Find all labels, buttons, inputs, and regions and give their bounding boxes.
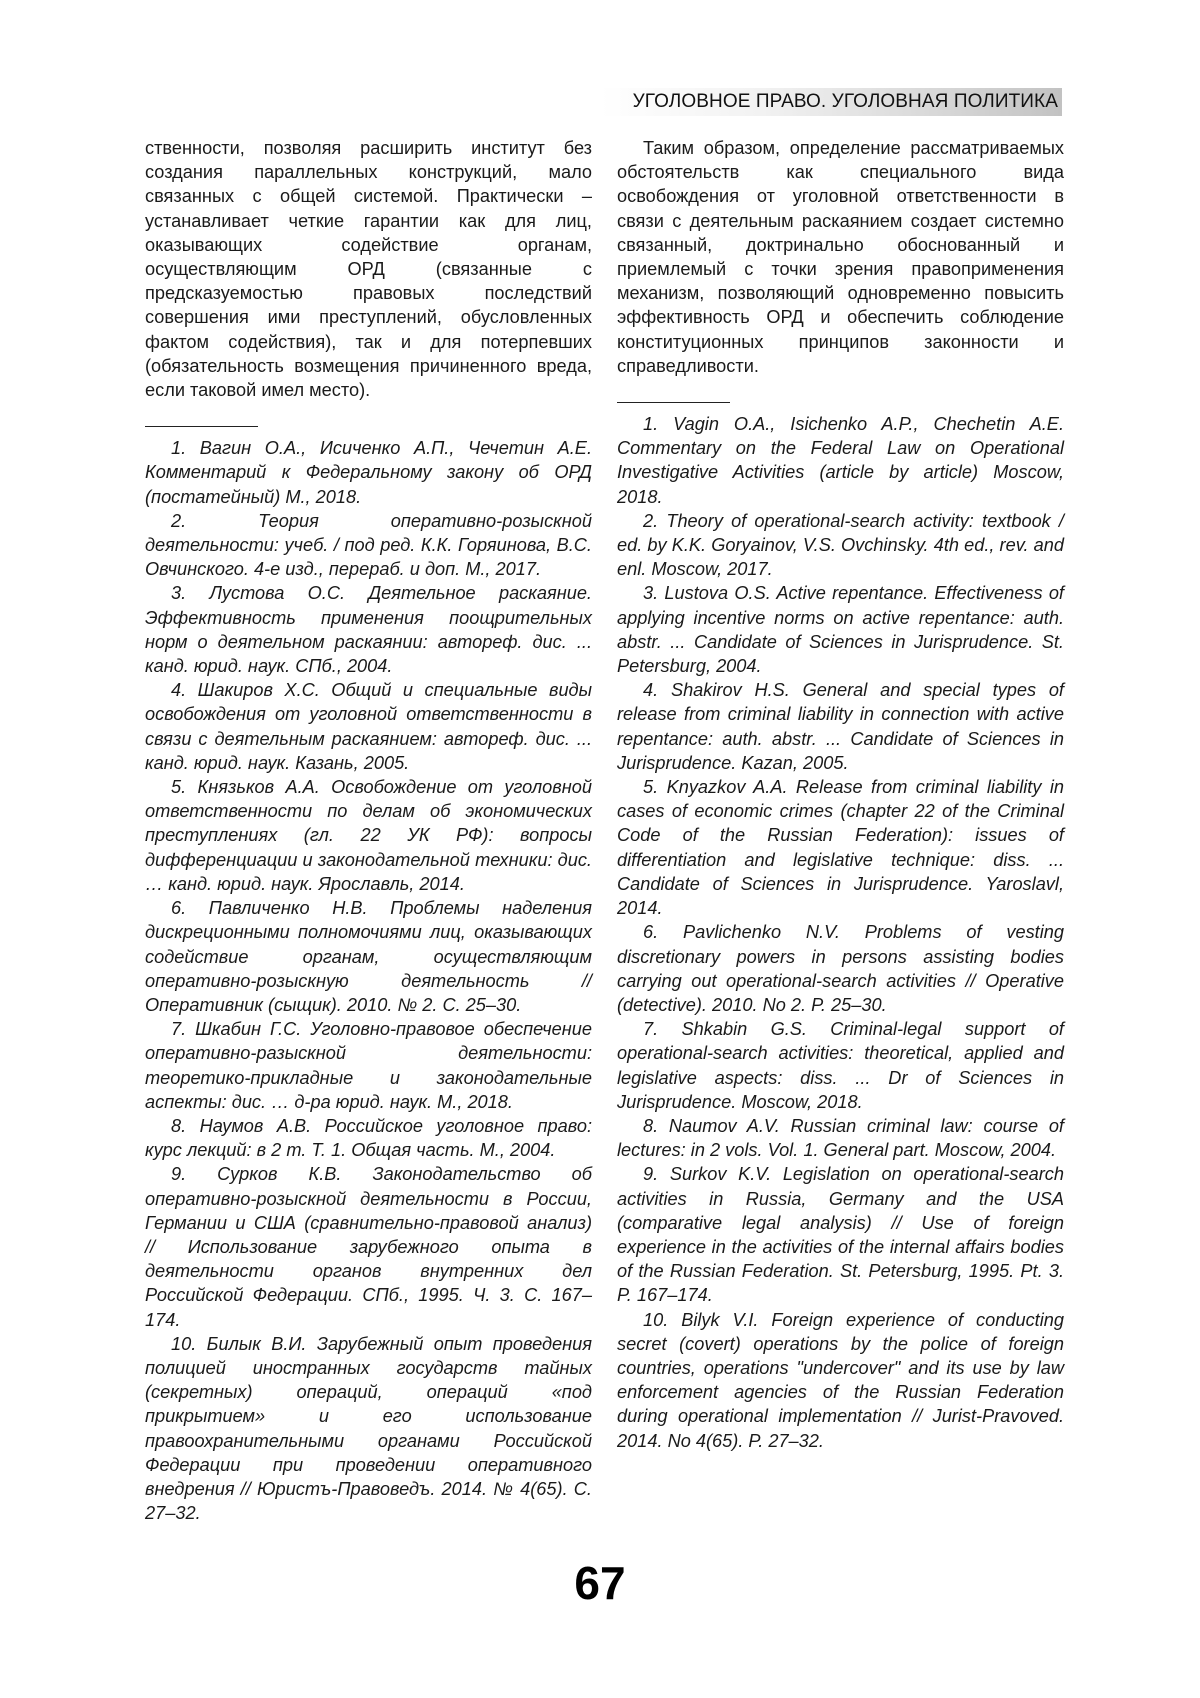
reference-item: 8. Naumov A.V. Russian criminal law: course of lectures: in 2 vols. Vol. 1. General part. Moscow, 2004. xyxy=(617,1115,1064,1161)
reference-item: 8. Наумов А.В. Российское уголовное право: курс лекций: в 2 т. Т. 1. Общая часть. М., 2004. xyxy=(145,1115,592,1161)
reference-item: 10. Билык В.И. Зарубежный опыт проведения полицией иностранных государств тайных (секретных) операций, операций «под прикрытием» и его использование правоохранительными органами Российской Федерации при проведении оперативного внедрения // Юристъ-Правоведъ. 2014. № 4(65). С. 27–32. xyxy=(145,1333,592,1524)
reference-item: 3. Lustova O.S. Active repentance. Effectiveness of applying incentive norms on active repentance: auth. abstr. ... Candidate of Sciences in Jurisprudence. St. Petersburg, 2004. xyxy=(617,583,1064,677)
left-column xyxy=(145,136,592,1525)
reference-item: 4. Шакиров Х.С. Общий и специальные виды освобождения от уголовной ответственности в связи с деятельным раскаянием: автореф. дис. ... канд. юрид. наук. Казань, 2005. xyxy=(145,680,592,773)
reference-item: 2. Теория оперативно-розыскной деятельности: учеб. / под ред. К.К. Горяинова, В.С. Овчинского. 4-е изд., перераб. и доп. М., 2017. xyxy=(145,510,592,580)
footnote-divider xyxy=(145,426,258,427)
reference-item: 6. Павличенко Н.В. Проблемы наделения дискреционными полномочиями лиц, оказывающих содействие органам, осуществляющим оперативно-розыскную деятельность // Оперативник (сыщик). 2010. № 2. С. 25–30. xyxy=(145,898,592,1015)
running-head: УГОЛОВНОЕ ПРАВО. УГОЛОВНАЯ ПОЛИТИКА xyxy=(600,88,1062,116)
reference-item: 5. Князьков А.А. Освобождение от уголовной ответственности по делам об экономических преступлениях (гл. 22 УК РФ): вопросы дифференциации и законодательной техники: дис. … канд. юрид. наук. Ярославль, 2014. xyxy=(145,777,592,894)
reference-item: 4. Shakirov H.S. General and special types of release from criminal liability in connection with active repentance: auth. abstr. ... Candidate of Sciences in Jurisprudence. Kazan, 2005. xyxy=(617,680,1064,773)
reference-item: 3. Лустова О.С. Деятельное раскаяние. Эффективность применения поощрительных норм о деятельном раскаянии: автореф. дис. ... канд. юрид. наук. СПб., 2004. xyxy=(145,583,592,677)
reference-item: 2. Theory of operational-search activity: textbook / ed. by K.K. Goryainov, V.S. Ovchinsky. 4th ed., rev. and enl. Moscow, 2017. xyxy=(617,510,1064,580)
reference-item: 5. Knyazkov A.A. Release from criminal liability in cases of economic crimes (chapter 22 of the Criminal Code of the Russian Federation): issues of differentiation and legislative technique: diss. ... Candidate of Sciences in Jurisprudence. Yaroslavl, 2014. xyxy=(617,777,1064,919)
reference-item: 7. Шкабин Г.С. Уголовно-правовое обеспечение оперативно-разыскной деятельности: теоретико-прикладные и законодательные аспекты: дис. … д-ра юрид. наук. М., 2018. xyxy=(145,1019,592,1112)
reference-item: 10. Bilyk V.I. Foreign experience of conducting secret (covert) operations by the police of foreign countries, operations "undercover" and its use by law enforcement agencies of the Russian Federation during operational implementation // Jurist-Pravoved. 2014. No 4(65). P. 27–32. xyxy=(617,1309,1064,1451)
reference-item: 9. Сурков К.В. Законодательство об оперативно-розыскной деятельности в России, Германии и США (сравнительно-правовой анализ) // Использование зарубежного опыта в деятельности органов внутренних дел Российской Федерации. СПб., 1995. Ч. 3. С. 167–174. xyxy=(145,1164,592,1330)
reference-list-ru xyxy=(145,436,592,1525)
right-body-paragraph: Таким образом, определение рассматриваемых обстоятельств как специального вида освобождения от уголовной ответственности в связи с деятельным раскаянием создает системно связанный, доктринально обоснованный и приемлемый с точки зрения правоприменения механизм, позволяющий одновременно повысить эффективность ОРД и обеспечить соблюдение конституционных принципов законности и справедливости. xyxy=(617,138,1064,376)
right-column xyxy=(617,136,1064,1453)
reference-item: 7. Shkabin G.S. Criminal-legal support of operational-search activities: theoretical, applied and legislative aspects: diss. ... Dr of Sciences in Jurisprudence. Moscow, 2018. xyxy=(617,1019,1064,1112)
page-number: 67 xyxy=(574,1557,626,1609)
reference-item: 1. Вагин О.А., Исиченко А.П., Чечетин А.Е. Комментарий к Федеральному закону об ОРД (постатейный) М., 2018. xyxy=(145,438,592,507)
left-body-paragraph: ственности, позволяя расширить институт без создания параллельных конструкций, мало связанных с общей системой. Практически – устанавливает четкие гарантии как для лиц, оказывающих содействие органам, осуществляющим ОРД (связанные с предсказуемостью правовых последствий совершения ими преступлений, обусловленных фактом содействия), так и для потерпевших (обязательность возмещения причиненного вреда, если таковой имел место). xyxy=(145,138,592,401)
footnote-divider xyxy=(617,402,730,403)
reference-item: 9. Surkov K.V. Legislation on operational-search activities in Russia, Germany and the USA (comparative legal analysis) // Use of foreign experience in the activities of the internal affairs bodies of the Russian Federation. St. Petersburg, 1995. Pt. 3. P. 167–174. xyxy=(617,1164,1064,1306)
reference-item: 6. Pavlichenko N.V. Problems of vesting discretionary powers in persons assisting bodies carrying out operational-search activities // Operative (detective). 2010. No 2. P. 25–30. xyxy=(617,922,1064,1015)
reference-list-en xyxy=(617,412,1064,1453)
reference-item: 1. Vagin O.A., Isichenko A.P., Chechetin A.E. Commentary on the Federal Law on Operational Investigative Activities (article by article) Moscow, 2018. xyxy=(617,414,1064,507)
